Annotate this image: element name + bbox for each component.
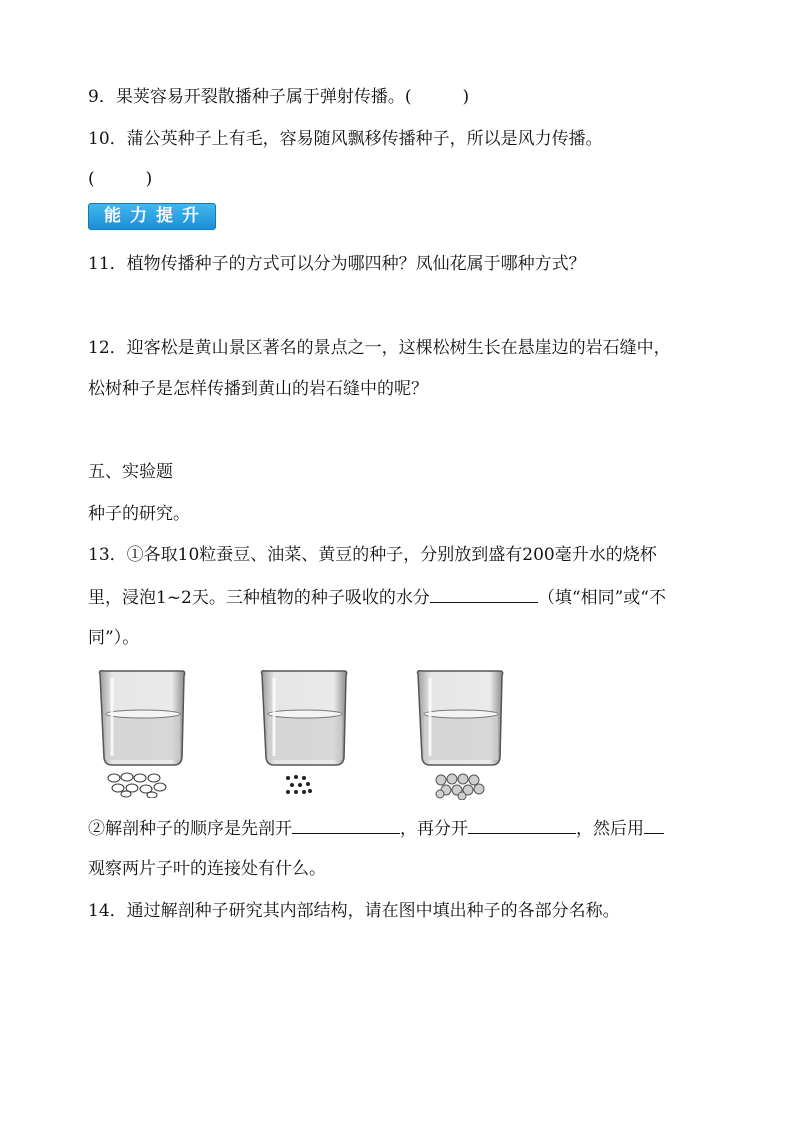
question-13-part2-text-b: ，再分开 — [400, 819, 468, 839]
section-5-title: 五、实验题 — [88, 462, 173, 482]
rapeseed-seeds-image — [284, 772, 314, 798]
question-13-line2-text-a: 里，浸泡1~2天。三种植物的种子吸收的水分 — [88, 588, 430, 608]
question-13-part2-line2: 观察两片子叶的连接处有什么。 — [88, 859, 326, 879]
broad-bean-seeds-image — [106, 772, 168, 798]
beaker-2-image — [258, 668, 350, 768]
question-14: 14．通过解剖种子研究其内部结构，请在图中填出种子的各部分名称。 — [88, 901, 620, 921]
beaker-3-image — [414, 668, 506, 768]
question-13-part2-line1 — [88, 817, 664, 840]
answer-blank-separate[interactable] — [468, 817, 576, 834]
question-12-line2: 松树种子是怎样传播到黄山的岩石缝中的呢？ — [88, 379, 428, 399]
section-5-intro: 种子的研究。 — [88, 504, 190, 524]
question-13-part2-text-a: ②解剖种子的顺序是先剖开 — [88, 819, 292, 839]
question-12-line1: 12．迎客松是黄山景区著名的景点之一，这棵松树生长在悬崖边的岩石缝中， — [88, 338, 671, 358]
question-11: 11．植物传播种子的方式可以分为哪四种？凤仙花属于哪种方式？ — [88, 254, 586, 274]
question-10-line2: ( ) — [88, 169, 153, 189]
question-13-line2-text-b: （填“相同”或“不 — [537, 588, 666, 608]
answer-blank-tool[interactable] — [644, 817, 664, 834]
answer-blank-water[interactable] — [430, 586, 538, 603]
section-badge-ability: 能力提升 — [88, 203, 216, 230]
question-13-line3: 同”）。 — [88, 628, 140, 648]
answer-blank-cut-open[interactable] — [292, 817, 400, 834]
question-9: 9．果荚容易开裂散播种子属于弹射传播。( ) — [88, 87, 470, 107]
question-13-part2-text-c: ，然后用 — [576, 819, 644, 839]
question-10-line1: 10．蒲公英种子上有毛，容易随风飘移传播种子，所以是风力传播。 — [88, 129, 603, 149]
beaker-1-image — [96, 668, 188, 768]
question-13-line2 — [88, 586, 666, 609]
soybean-seeds-image — [434, 772, 486, 800]
question-13-line1: 13．①各取10粒蚕豆、油菜、黄豆的种子，分别放到盛有200毫升水的烧杯 — [88, 545, 657, 565]
